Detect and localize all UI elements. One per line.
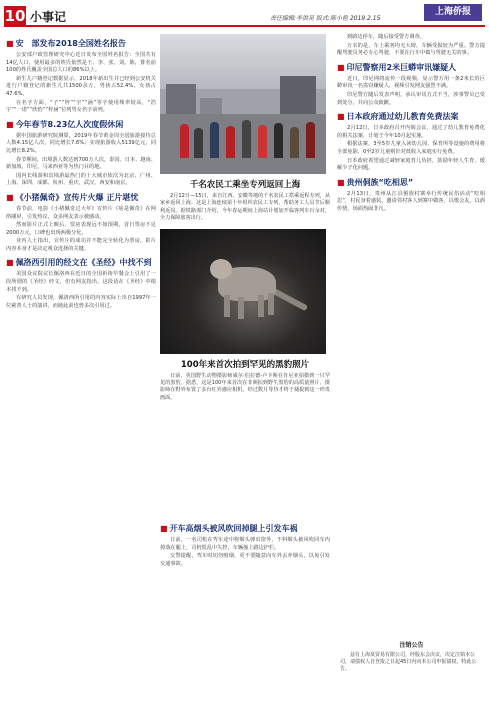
bullet-icon: ■ <box>337 177 345 187</box>
notice-title: 注销公告 <box>399 642 424 649</box>
paragraph: 新生儿户籍登记数据显示，2018年新出生并已经到公安机关进行户籍登记的新生儿共1500余万，男孩占52.4%，女孩占47.6%。 <box>6 75 156 97</box>
newspaper-logo: 上海侨报 <box>424 4 482 21</box>
paragraph: 交警提醒，驾车时切勿吸烟，更不要随意向车外丢弃烟头，以免引发交通事故。 <box>160 553 330 567</box>
leopard-leg <box>238 297 244 319</box>
paragraph: 在名字方面，“子”“梓”“宇”“涵”等字使用频率较高，“浩宇”“一诺”“欣怡”“梓涵”位列男女名字前列。 <box>6 99 156 114</box>
paragraph: 日前，一名司机在驾车途中将烟头弹出窗外，不料烟头被风吹回车内掉落在腿上，司机慌乱中失控，车辆撞上路边护栏。 <box>160 537 330 551</box>
photo-migrant-workers <box>160 34 326 174</box>
page-header <box>0 0 489 28</box>
photo-caption: 日前，英国野生动物摄影师威尔·伯拉德-卢卡斯在肯尼亚拍摄到一只罕见的黑豹。据悉，这是100年来首次在非洲拍到野生黑豹的高质量照片。摄影师在野外布置了多台红外感应相机，经过数月等待才终于捕捉到这一珍贵画面。 <box>160 372 330 401</box>
paragraph: 万幸的是，车上乘客均无大碍，车辆受损较为严重。警方提醒驾驶员务必专心驾驶，不要在行车中做与驾驶无关的事。 <box>337 42 485 57</box>
legal-notice <box>340 640 483 674</box>
notice-text: 兹有上海某贸易有限公司，经股东会决议，决定注销本公司，请债权人自登报之日起45日内向本公司申报债权。特此公告。 <box>340 652 477 673</box>
article-headline <box>6 38 156 49</box>
photo-person <box>194 128 203 158</box>
article-headline <box>160 523 330 534</box>
headline-text: 佩洛西引用的经文在《圣经》中找不到 <box>15 258 152 268</box>
article-headline <box>337 62 485 73</box>
article-headline <box>337 111 485 122</box>
bullet-icon: ■ <box>6 258 14 268</box>
article-headline <box>6 257 156 268</box>
photo-person <box>242 120 251 158</box>
headline-text: 今年春节8.23亿人次度假休闲 <box>15 119 124 129</box>
paragraph: 美国众议院议长佩洛西在近日的全国祈祷早餐会上引用了一段所谓的《圣经》经文，但有网友指出，这段话在《圣经》中根本找不到。 <box>6 271 156 293</box>
paragraph: 有研究人员发现，佩洛西所引用的内容实际上出自1997年一位慈善人士的演讲，而她此前也曾多次引用过。 <box>6 295 156 309</box>
paragraph: 春节期间，出境游人数达到700万人次，泰国、日本、越南、新加坡、印尼、马来西亚等为热门目的地。 <box>6 156 156 171</box>
paragraph: 印尼警方随后发表声明，承认审讯方式不当，涉事警员已受到处分，并向公众致歉。 <box>337 91 485 106</box>
photo-person <box>290 127 299 158</box>
article-headline <box>6 192 156 203</box>
photo-person <box>180 124 189 158</box>
paragraph: 公安部户政管理研究中心近日发布全国姓名报告：全国共有14亿人口，使用最多的姓氏依然是王、李、张、刘、陈，排名前100的姓氏覆盖全国总人口的86%以上。 <box>6 52 156 74</box>
editor-meta: 责任编辑:李洪昊 版式:陈小艳 2019.2.15 <box>270 15 381 22</box>
leopard-leg <box>268 293 274 315</box>
photo-person <box>306 122 315 158</box>
photo-black-leopard <box>160 229 326 354</box>
column-left <box>6 34 156 311</box>
headline-text: 《小猪佩奇》宣传片火爆 正片堪忧 <box>15 192 139 202</box>
photo-person <box>258 125 267 158</box>
photo-caption: 2月12日—15日，来自江西、安徽等地的千名农民工搭乘返程专列，从家乡返回上海。这是上海连续第十年组织农民工专列，帮助务工人员节后顺利返岗。据铁路部门介绍，今年春运期间上海站计划加开临客列车百余对，全力保障旅客出行。 <box>160 193 330 222</box>
section-title: 小事记 <box>30 10 67 24</box>
leopard-leg <box>258 295 264 317</box>
leopard-leg <box>224 295 230 317</box>
headline-text: 贵州侗族“吃相思” <box>346 177 414 187</box>
paragraph: 然而影片正式上映后，票房表现远不如预期，首日票房不足2000万元，口碑也出现两极分化。 <box>6 222 156 236</box>
photo-person <box>210 122 219 158</box>
paragraph: 日本政府希望通过减轻家庭育儿负担，鼓励年轻人生育，缓解少子化问题。 <box>337 157 485 172</box>
headline-text: 日本政府通过幼儿教育免费法案 <box>346 112 459 122</box>
headline-text: 开车高烟头被风吹回掉腿上引发车祸 <box>169 524 298 533</box>
bullet-icon: ■ <box>6 39 14 48</box>
column-right <box>337 34 485 215</box>
paragraph: 2月12日，日本政府召开内阁会议，通过了幼儿教育免费化的相关法案，计划于今年10月起实施。 <box>337 125 485 139</box>
photo-feature <box>160 34 330 402</box>
paragraph: 春节前，电影《小猪佩奇过大年》宣传片《啥是佩奇》在网络刷屏，引发热议，众多网友表示被感动。 <box>6 205 156 220</box>
bullet-icon: ■ <box>160 524 168 533</box>
page-number: 10 <box>4 7 26 25</box>
bullet-icon: ■ <box>6 192 14 202</box>
column-mid-bottom <box>160 519 330 569</box>
article-headline <box>337 177 485 188</box>
photo-headline: 100年来首次拍到罕见的黑豹照片 <box>180 359 310 370</box>
paragraph: 近日，印尼网络流传一段视频，显示警方用一条2米长的巨蟒审讯一名盗窃嫌疑人，视频引发网友强烈不满。 <box>337 75 485 90</box>
paragraph: 国内长线游和出境游最热门的十大城市依次为北京、广州、上海、深圳、成都、杭州、重庆、武汉、西安和南京。 <box>6 172 156 187</box>
header-rule <box>4 25 485 27</box>
bullet-icon: ■ <box>337 112 345 122</box>
photo-person <box>274 123 283 158</box>
leopard-head <box>210 259 232 279</box>
article-headline <box>6 119 156 130</box>
paragraph: 业内人士指出，宣传片的成功并不能完全转化为票房，影片内容本身才是决定观众选择的关键。 <box>6 238 156 252</box>
headline-text: 安 部发布2018全国姓名报告 <box>15 39 126 48</box>
headline-text: 印尼警察用2米巨蟒审讯嫌疑人 <box>346 62 457 72</box>
bullet-icon: ■ <box>337 62 345 72</box>
paragraph: 到路边停车，随后接受警方调查。 <box>347 34 425 40</box>
paragraph: 2月13日，贵州从江县侗族村寨举行传统民俗活动“吃相思”，村民身着盛装，邀请邻村客人到寨中做客，以歌会友，以酒传情，场面热闹非凡。 <box>337 190 485 212</box>
paragraph: 根据法案，3至5岁儿童入读幼儿园、保育所等设施的费用将全部免除，0至2岁儿童则针对低收入家庭实行免费。 <box>337 141 485 155</box>
photo-person <box>226 126 235 158</box>
bullet-icon: ■ <box>6 119 14 129</box>
paragraph: 据中国旅游研究院测算，2019年春节黄金周全国旅游接待总人数4.15亿人次，同比增长7.6%；实现旅游收入5139亿元，同比增长8.2%。 <box>6 132 156 154</box>
photo-headline: 千名农民工乘坐专列返回上海 <box>189 180 301 190</box>
